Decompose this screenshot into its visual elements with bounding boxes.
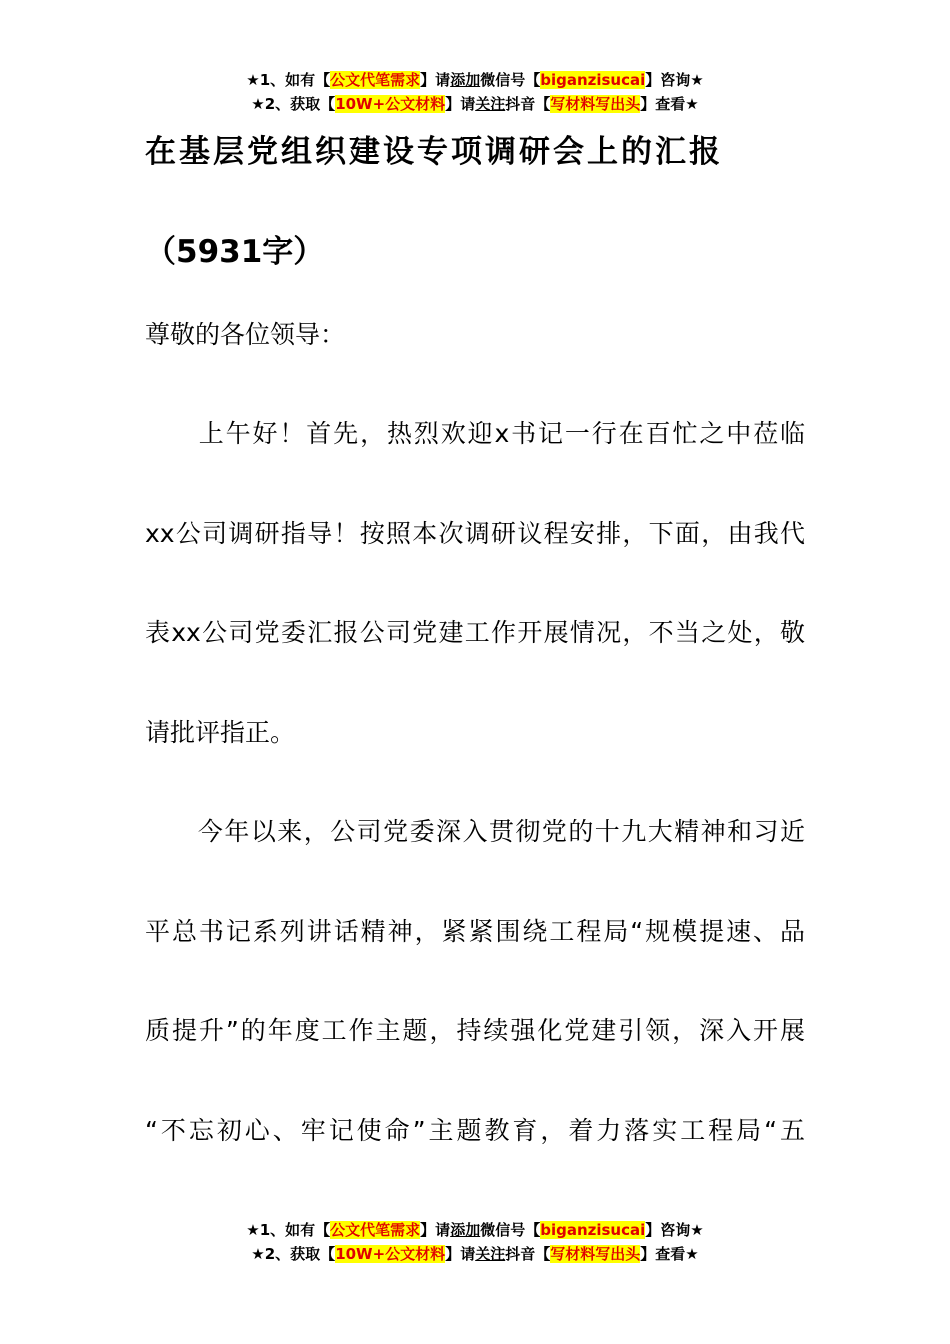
- footer-banner: [0, 1218, 950, 1266]
- banner-highlight-wechat: biganzisucai: [540, 1221, 646, 1239]
- paragraph-1: [145, 384, 805, 782]
- paragraph-line: 表xx公司党委汇报公司党建工作开展情况，不当之处，敬: [145, 618, 805, 647]
- banner-line-2: ★2、获取【10W+公文材料】请关注抖音【写材料写出头】查看★: [251, 1245, 699, 1263]
- banner-line-1: ★1、如有【公文代笔需求】请添加微信号【biganzisucai】咨询★: [246, 1221, 704, 1239]
- banner-highlight-wechat: biganzisucai: [540, 71, 646, 89]
- banner-line-2: ★2、获取【10W+公文材料】请关注抖音【写材料写出头】查看★: [251, 95, 699, 113]
- banner-highlight-service: 公文代笔需求: [330, 1221, 421, 1239]
- paragraph-line: 今年以来，公司党委深入贯彻党的十九大精神和习近: [145, 817, 805, 846]
- paragraph-line: 上午好！首先，热烈欢迎x书记一行在百忙之中莅临: [145, 419, 805, 448]
- banner-highlight-service: 公文代笔需求: [330, 71, 421, 89]
- paragraph-line: xx公司调研指导！按照本次调研议程安排，下面，由我代: [145, 518, 805, 548]
- banner-highlight-douyin: 写材料写出头: [550, 95, 641, 113]
- paragraph-line: 质提升”的年度工作主题，持续强化党建引领，深入开展: [145, 1016, 805, 1045]
- paragraph-2: [145, 782, 805, 1180]
- banner-highlight-materials: 10W+公文材料: [335, 1245, 446, 1263]
- paragraph-line: “不忘初心、牢记使命”主题教育，着力落实工程局“五: [145, 1115, 805, 1145]
- banner-line-1: ★1、如有【公文代笔需求】请添加微信号【biganzisucai】咨询★: [246, 71, 704, 89]
- banner-highlight-materials: 10W+公文材料: [335, 95, 446, 113]
- document-title-wordcount: （5931字）: [145, 234, 325, 270]
- header-banner: [0, 68, 950, 116]
- document-title: 在基层党组织建设专项调研会上的汇报: [145, 134, 723, 170]
- banner-highlight-douyin: 写材料写出头: [550, 1245, 641, 1263]
- paragraph-line: 请批评指正。: [145, 717, 296, 747]
- paragraph-line: 平总书记系列讲话精神，紧紧围绕工程局“规模提速、品: [145, 916, 805, 946]
- salutation: 尊敬的各位领导：: [145, 320, 346, 349]
